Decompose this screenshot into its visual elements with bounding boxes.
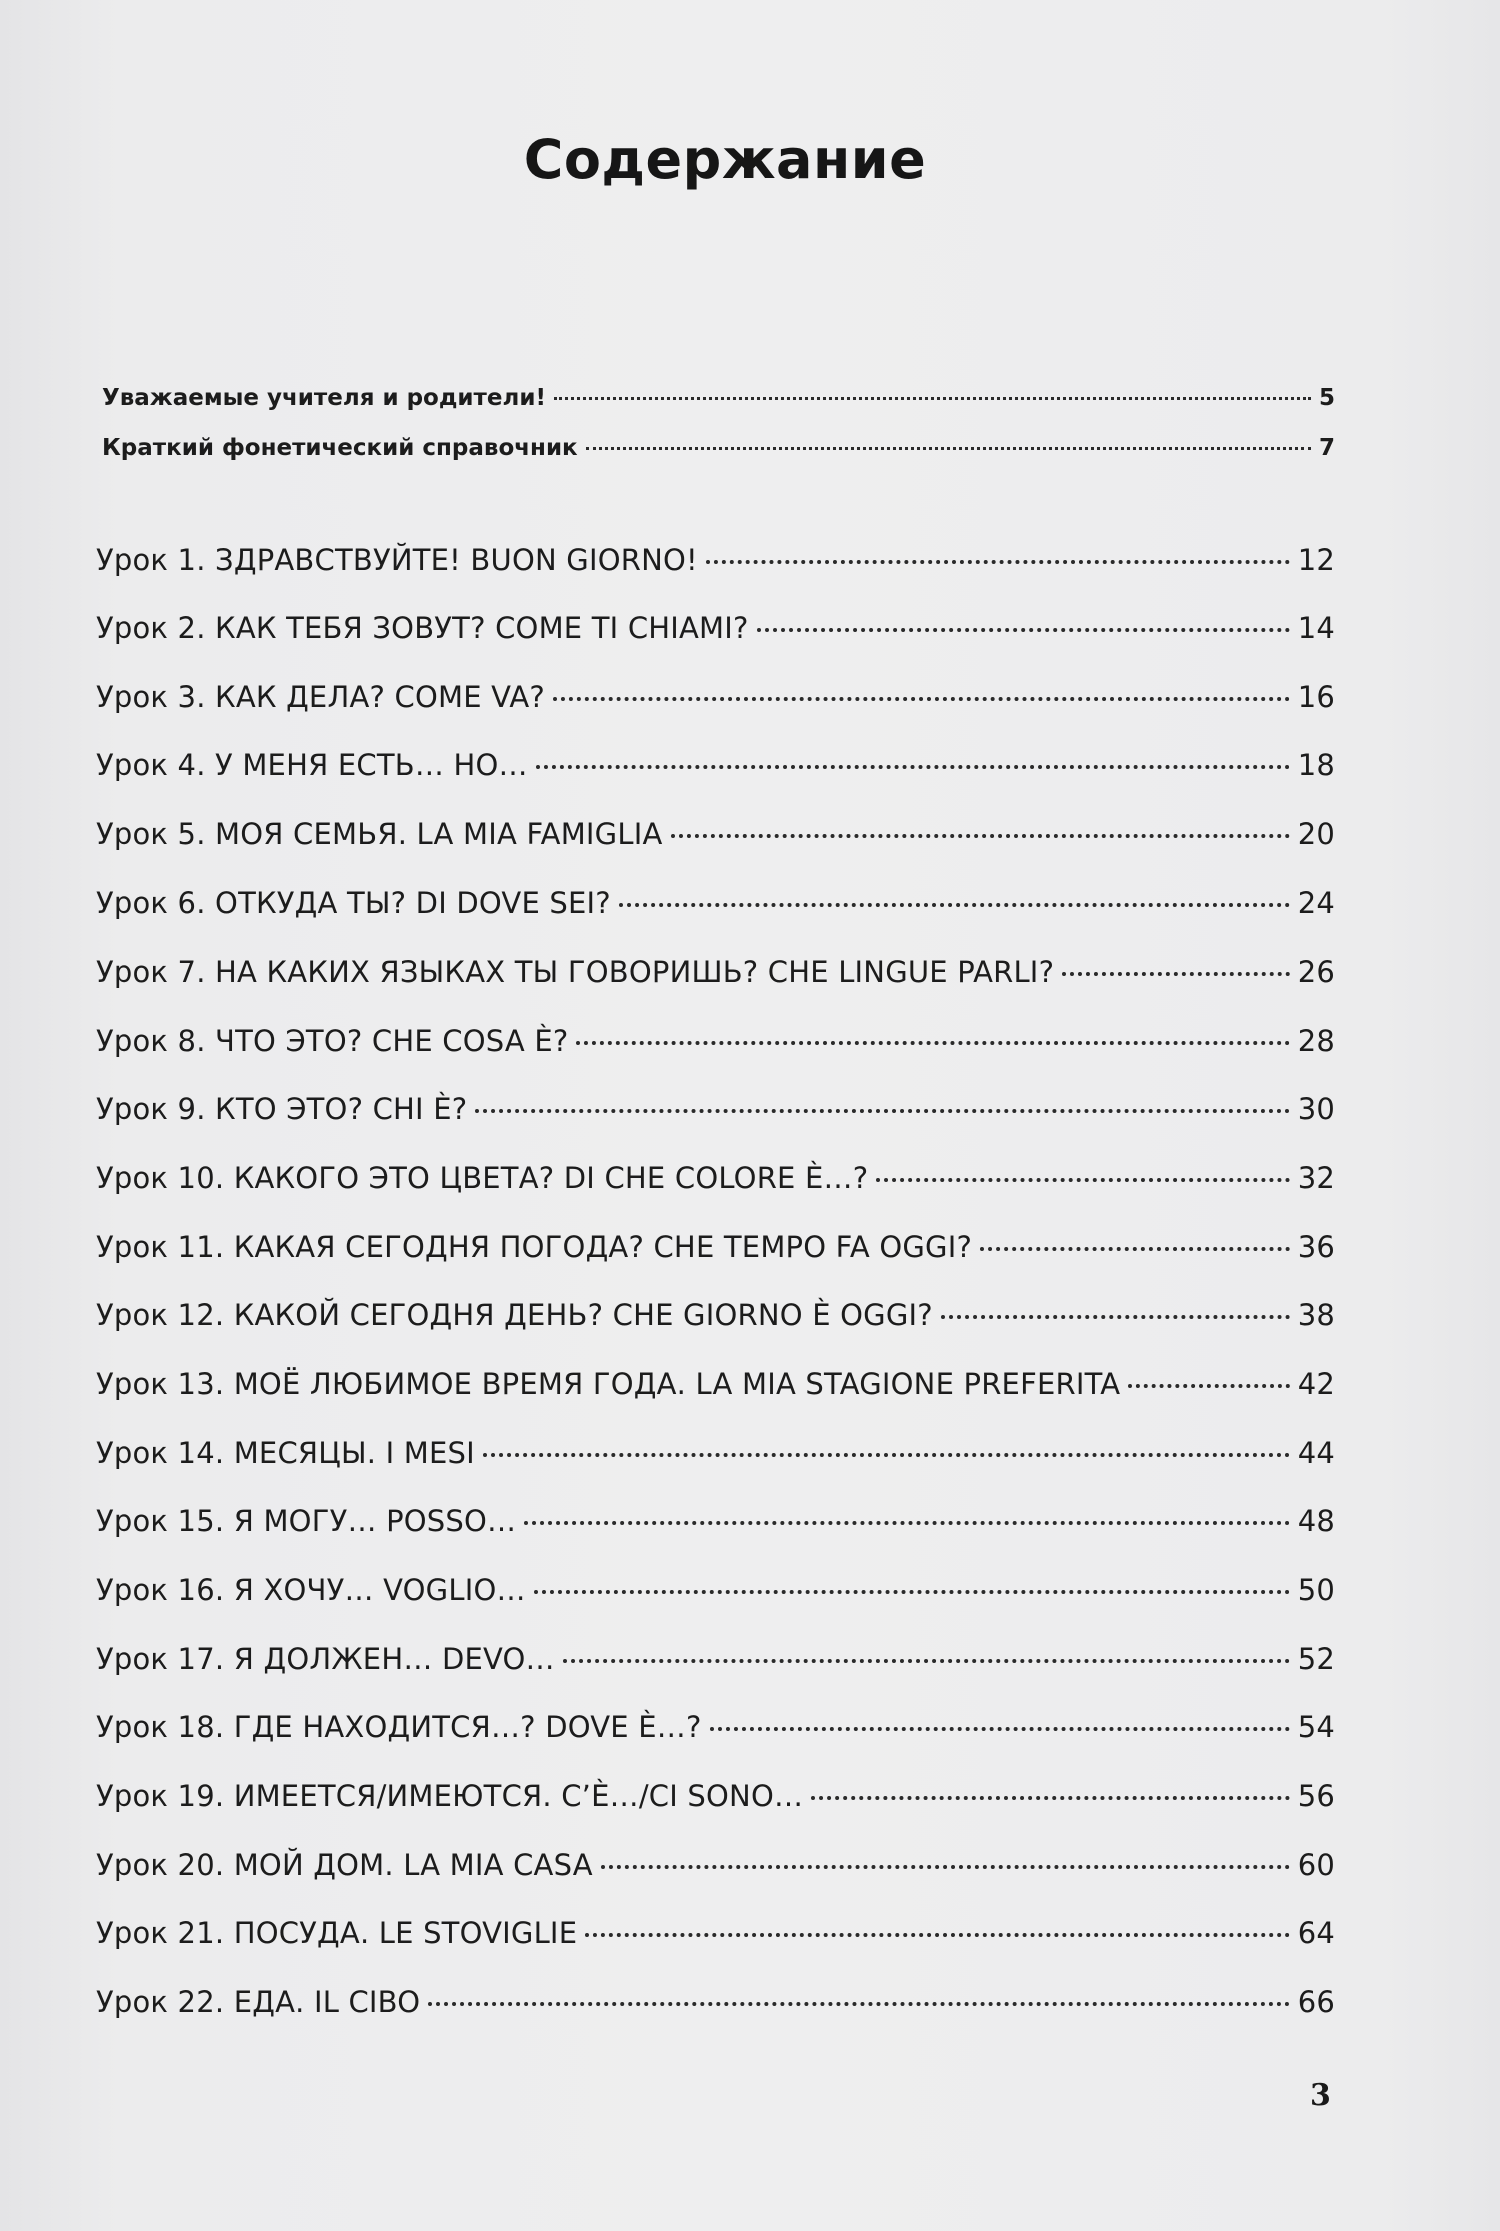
toc-entry-label: Урок 5. МОЯ СЕМЬЯ. LA MIA FAMIGLIA [96, 817, 663, 851]
toc-entry-page: 36 [1297, 1230, 1335, 1264]
toc-entry-label: Урок 18. ГДЕ НАХОДИТСЯ…? DOVE È…? [96, 1710, 702, 1744]
toc-lesson-entry [96, 886, 1335, 920]
toc-lesson-entry [96, 1504, 1335, 1538]
dot-leader [576, 1041, 1289, 1045]
toc-entry-label: Урок 17. Я ДОЛЖЕН… DEVO… [96, 1642, 555, 1676]
toc-lesson-entry [96, 1161, 1335, 1195]
dot-leader [563, 1659, 1290, 1663]
toc-lesson-entry [96, 1024, 1335, 1058]
dot-leader [534, 1590, 1290, 1594]
dot-leader [710, 1727, 1290, 1731]
toc-lesson-entry [96, 955, 1335, 989]
toc-lesson-entry [96, 1092, 1335, 1126]
toc-lesson-entry [96, 748, 1335, 782]
page-number: 3 [1310, 2078, 1331, 2113]
toc-entry-page: 14 [1297, 611, 1335, 645]
dot-leader [1062, 972, 1290, 976]
toc-entry-label: Урок 9. КТО ЭТО? CHI È? [96, 1092, 468, 1126]
dot-leader [757, 628, 1290, 632]
toc-entry-page: 64 [1297, 1916, 1335, 1950]
toc-entry-page: 7 [1318, 435, 1335, 461]
toc-entry-page: 32 [1297, 1161, 1335, 1195]
toc-lesson-entry [96, 1985, 1335, 2019]
toc-entry-label: Урок 13. МОЁ ЛЮБИМОЕ ВРЕМЯ ГОДА. LA MIA STAGIONE PREFERITA [96, 1367, 1121, 1401]
toc-entry-page: 18 [1297, 748, 1335, 782]
dot-leader [483, 1453, 1290, 1457]
dot-leader [1128, 1384, 1289, 1388]
toc-entry-label: Урок 6. ОТКУДА ТЫ? DI DOVE SEI? [96, 886, 611, 920]
dot-leader [706, 560, 1290, 564]
dot-leader [554, 397, 1311, 400]
toc-lesson-entry [96, 1642, 1335, 1676]
toc-lesson-entry [96, 543, 1335, 577]
toc-entry-label: Урок 19. ИМЕЕТСЯ/ИМЕЮТСЯ. C’È…/CI SONO… [96, 1779, 804, 1813]
toc-lesson-entry [96, 817, 1335, 851]
toc-entry-label: Урок 4. У МЕНЯ ЕСТЬ… HO… [96, 748, 528, 782]
dot-leader [811, 1796, 1290, 1800]
toc-entry-label: Урок 2. КАК ТЕБЯ ЗОВУТ? COME TI CHIAMI? [96, 611, 749, 645]
toc-entry-page: 30 [1297, 1092, 1335, 1126]
dot-leader [876, 1178, 1289, 1182]
toc-entry-page: 20 [1297, 817, 1335, 851]
toc-lesson-entry [96, 1779, 1335, 1813]
toc-lesson-entry [96, 1367, 1335, 1401]
toc-entry-page: 54 [1297, 1710, 1335, 1744]
dot-leader [586, 447, 1311, 450]
toc-entry-label: Урок 20. МОЙ ДОМ. LA MIA CASA [96, 1848, 593, 1882]
toc-entry-label: Урок 12. КАКОЙ СЕГОДНЯ ДЕНЬ? CHE GIORNO È OGGI? [96, 1298, 933, 1332]
page-title: Содержание [523, 128, 927, 191]
toc-entry-label: Урок 7. НА КАКИХ ЯЗЫКАХ ТЫ ГОВОРИШЬ? CHE LINGUE PARLI? [96, 955, 1055, 989]
toc-lesson-entry [96, 1710, 1335, 1744]
toc-entry-label: Краткий фонетический справочник [102, 435, 578, 461]
toc-entry-page: 60 [1297, 1848, 1335, 1882]
toc-entry-page: 52 [1297, 1642, 1335, 1676]
dot-leader [585, 1933, 1289, 1937]
dot-leader [524, 1521, 1289, 1525]
toc-entry-page: 42 [1297, 1367, 1335, 1401]
toc-entry-page: 38 [1297, 1298, 1335, 1332]
toc-lesson-entry [96, 1298, 1335, 1332]
toc-lesson-entry [96, 1916, 1335, 1950]
toc-entry-page: 48 [1297, 1504, 1335, 1538]
toc-entry-label: Уважаемые учителя и родители! [102, 385, 546, 411]
toc-entry-label: Урок 21. ПОСУДА. LE STOVIGLIE [96, 1916, 578, 1950]
dot-leader [619, 903, 1290, 907]
dot-leader [671, 834, 1290, 838]
toc-entry-page: 12 [1297, 543, 1335, 577]
toc-entry-page: 56 [1297, 1779, 1335, 1813]
toc-entry-label: Урок 14. МЕСЯЦЫ. I MESI [96, 1436, 475, 1470]
toc-entry [102, 435, 1335, 461]
dot-leader [536, 765, 1290, 769]
toc-lesson-entry [96, 1848, 1335, 1882]
toc-entry-page: 5 [1318, 385, 1335, 411]
toc-lesson-entry [96, 1230, 1335, 1264]
dot-leader [980, 1247, 1290, 1251]
dot-leader [941, 1315, 1290, 1319]
toc-lesson-entry [96, 1436, 1335, 1470]
toc-entry-label: Урок 10. КАКОГО ЭТО ЦВЕТА? DI CHE COLORE È…? [96, 1161, 869, 1195]
toc-entry-page: 44 [1297, 1436, 1335, 1470]
toc-entry-page: 16 [1297, 680, 1335, 714]
toc-lesson-entry [96, 680, 1335, 714]
toc-entry-label: Урок 22. ЕДА. IL CIBO [96, 1985, 421, 2019]
toc-lesson-entry [96, 1573, 1335, 1607]
toc-entry-label: Урок 8. ЧТО ЭТО? CHE COSA È? [96, 1024, 569, 1058]
toc-entry-label: Урок 3. КАК ДЕЛА? COME VA? [96, 680, 545, 714]
dot-leader [428, 2002, 1289, 2006]
toc-entry-page: 26 [1297, 955, 1335, 989]
dot-leader [601, 1865, 1290, 1869]
toc-entry-label: Урок 15. Я МОГУ… POSSO… [96, 1504, 517, 1538]
toc-entry-page: 50 [1297, 1573, 1335, 1607]
toc-entry-page: 66 [1297, 1985, 1335, 2019]
toc-entry-page: 24 [1297, 886, 1335, 920]
dot-leader [553, 697, 1290, 701]
toc-lesson-entry [96, 611, 1335, 645]
dot-leader [475, 1109, 1289, 1113]
toc-entry-label: Урок 11. КАКАЯ СЕГОДНЯ ПОГОДА? CHE TEMPO FA OGGI? [96, 1230, 973, 1264]
toc-entry-label: Урок 1. ЗДРАВСТВУЙТЕ! BUON GIORNO! [96, 543, 698, 577]
toc-entry [102, 385, 1335, 411]
toc-entry-label: Урок 16. Я ХОЧУ… VOGLIO… [96, 1573, 526, 1607]
toc-entry-page: 28 [1297, 1024, 1335, 1058]
